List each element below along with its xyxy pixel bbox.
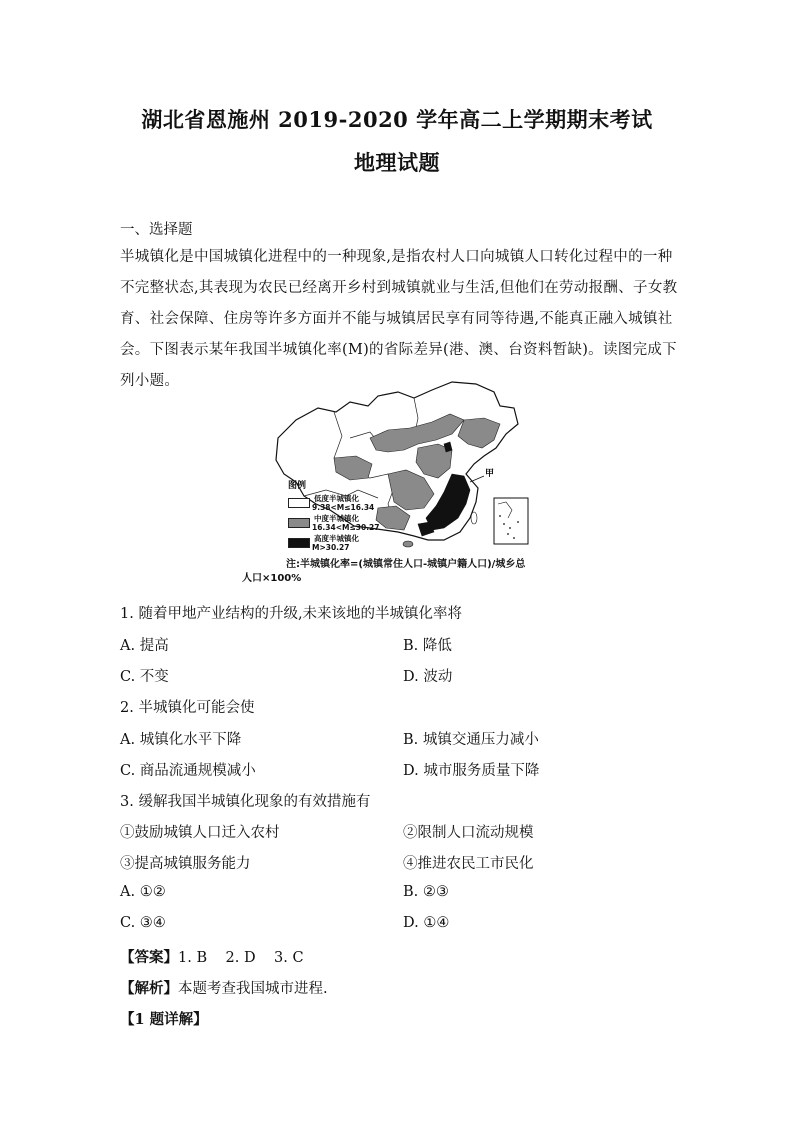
question-1-option-c: C. 不变 [120, 669, 169, 685]
legend-mid-range: 16.34<M≤30.27 [312, 523, 380, 532]
map-note-line1: 注:半城镇化率=(城镇常住人口-城镇户籍人口)/城乡总 [286, 559, 526, 570]
question-3-item-1: ①鼓励城镇人口迁入农村 [120, 825, 280, 841]
legend-low-label: 低度半城镇化 [314, 494, 359, 503]
analysis-line [120, 977, 328, 998]
legend-swatch-low [288, 498, 310, 508]
question-2-option-d: D. 城市服务质量下降 [403, 763, 540, 779]
question-2-stem: 2. 半城镇化可能会使 [120, 700, 255, 716]
analysis-text: 本题考查我国城市进程. [178, 981, 328, 997]
question-3-option-d: D. ①④ [403, 915, 450, 931]
legend-low-range: 9.38<M≤16.34 [312, 503, 375, 512]
question-3-option-a: A. ①② [120, 884, 166, 900]
question-2-option-a: A. 城镇化水平下降 [120, 732, 242, 748]
question-1-option-a: A. 提高 [120, 638, 169, 654]
legend-swatch-mid [288, 518, 310, 528]
map-figure [238, 378, 558, 583]
answer-label: 【答案】 [120, 949, 178, 966]
section-heading: 一、选择题 [120, 222, 193, 238]
taiwan-island [471, 512, 477, 524]
question-1-option-b: B. 降低 [403, 638, 452, 654]
map-marker-jia: 甲 [485, 469, 495, 479]
legend-mid-label: 中度半城镇化 [314, 514, 359, 523]
detail-heading: 【1 题详解】 [120, 1011, 208, 1028]
map-note-line2: 人口×100% [242, 573, 302, 584]
analysis-label: 【解析】 [120, 980, 178, 997]
question-2-option-b: B. 城镇交通压力减小 [403, 732, 539, 748]
answer-text: 1. B 2. D 3. C [178, 950, 304, 966]
legend-title: 图例 [288, 481, 307, 491]
question-1-stem: 1. 随着甲地产业结构的升级,未来该地的半城镇化率将 [120, 606, 463, 622]
question-3-item-3: ③提高城镇服务能力 [120, 856, 251, 872]
legend-high-label: 高度半城镇化 [314, 534, 359, 543]
question-1-option-d: D. 波动 [403, 669, 453, 685]
question-3-item-4: ④推进农民工市民化 [403, 856, 534, 872]
question-3-option-b: B. ②③ [403, 884, 449, 900]
legend-high-range: M>30.27 [312, 543, 350, 552]
page-title: 湖北省恩施州 2019-2020 学年高二上学期期末考试 [141, 107, 653, 132]
intro-paragraph: 半城镇化是中国城镇化进程中的一种现象,是指农村人口向城镇人口转化过程中的一种不完整状态,其表现为农民已经离开乡村到城镇就业与生活,但他们在劳动报酬、子女教育、社会保障、住房等许多方面并不能与城镇居民享有同等待遇,不能真正融入城镇社会。下图表示某年我国半城镇化率(M)的省际差异(港、澳、台资料暂缺)。读图完成下列小题。 [120, 249, 678, 389]
question-3-stem: 3. 缓解我国半城镇化现象的有效措施有 [120, 794, 371, 810]
south-china-sea-inset [494, 498, 528, 544]
question-2-option-c: C. 商品流通规模减小 [120, 763, 256, 779]
answer-line [120, 946, 304, 967]
legend-swatch-high [288, 538, 310, 548]
question-3-item-2: ②限制人口流动规模 [403, 825, 534, 841]
page-subtitle: 地理试题 [354, 150, 440, 175]
question-3-option-c: C. ③④ [120, 915, 166, 931]
map-legend [288, 482, 418, 552]
